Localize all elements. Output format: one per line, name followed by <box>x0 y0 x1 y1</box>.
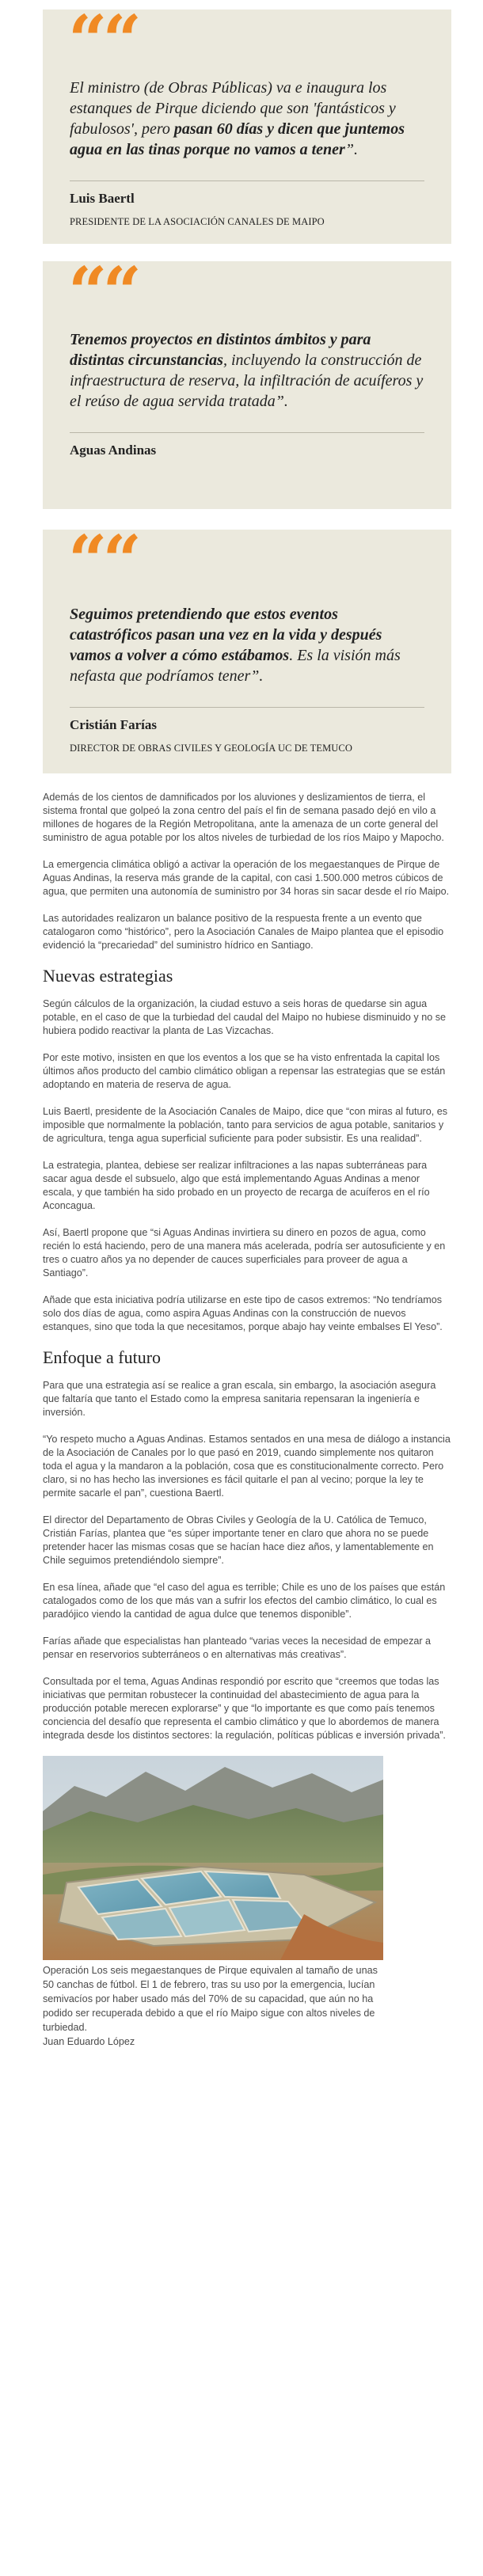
body-paragraph: Además de los cientos de damnificados por los aluviones y deslizamientos de tierra, el sistema frontal que golpeó la zona centro del país el fin de semana pasado dejó en vilo a millones de hogares de la Región Metropolitana, ante la amenaza de un corte general del suministro de agua potable por los altos niveles de turbiedad de los ríos Maipo y Mapocho. <box>43 792 444 843</box>
section-nuevas-estrategias <box>43 997 451 1334</box>
quote-mark-icon: ““ <box>68 521 137 601</box>
body-paragraph: En esa línea, añade que “el caso del agua es terrible; Chile es uno de los países que están catalogados como de los que más van a sufrir los efectos del cambio climático, lo cual es paradójico viendo la cantidad de agua dulce que tenemos disponible”. <box>43 1582 446 1620</box>
quote-author: Luis Baertl <box>70 191 135 206</box>
aerial-reservoirs-photo <box>43 1756 383 1960</box>
quote-mark-icon: ““ <box>68 253 137 332</box>
quote-role: PRESIDENTE DE LA ASOCIACIÓN CANALES DE MAIPO <box>70 216 325 227</box>
section-heading: Nuevas estrategias <box>43 966 173 986</box>
body-paragraph: Las autoridades realizaron un balance positivo de la respuesta frente a un evento que catalogaron como “histórico”, pero la Asociación Canales de Maipo plantea que el episodio evidenció la “precariedad” del suministro hídrico en Santiago. <box>43 913 444 951</box>
body-paragraph: La emergencia climática obligó a activar la operación de los megaestanques de Pirque de Aguas Andinas, la reserva más grande de la capital, con casi 1.500.000 metros cúbicos de agua, que permiten una autonomía de suministro por 34 horas sin sacar desde el río Maipo. <box>43 859 450 897</box>
pull-quote-2 <box>43 253 451 509</box>
quote-text: Seguimos pretendiendo que estos eventos catastróficos pasan una vez en la vida y después vamos a volver a cómo estábamos. Es la visión más nefasta que podríamos tener”. <box>70 606 401 685</box>
body-paragraph: Según cálculos de la organización, la ciudad estuvo a seis horas de quedarse sin agua potable, en el caso de que la turbiedad del caudal del Maipo no hubiese disminuido y no se hubiera podido reactivar la planta de Las Vizcachas. <box>43 998 447 1036</box>
pull-quote-1 <box>43 1 451 244</box>
photo-caption: Operación Los seis megaestanques de Pirque equivalen al tamaño de unas 50 canchas de fútbol. El 1 de febrero, tras su uso por la emergencia, lucían semivacíos por haber usado más del 70% de su capacidad, que aún no ha podido ser recuperada debido a que el río Maipo sigue con altos niveles de turbiedad. Juan Eduardo López <box>43 1965 378 2047</box>
pull-quote-3 <box>43 521 451 773</box>
divider <box>70 432 424 433</box>
section-enfoque-a-futuro <box>43 1379 451 1742</box>
body-paragraph: Añade que esta iniciativa podría utilizarse en este tipo de casos extremos: “No tendríamos solo dos días de agua, como aspira Aguas Andinas con la construcción de nuevos estanques, sino que toda la que necesitamos, porque abajo hay veinte embalses El Yeso”. <box>43 1294 443 1332</box>
article-intro <box>43 791 451 952</box>
quote-text: El ministro (de Obras Públicas) va e inaugura los estanques de Pirque diciendo que son 'fantásticos y fabulosos', pero pasan 60 días y dicen que juntemos agua en las tinas porque no vamos a tener”. <box>70 79 405 158</box>
body-paragraph: El director del Departamento de Obras Civiles y Geología de la U. Católica de Temuco, Cristián Farías, plantea que “es súper importante tener en claro que ahora no se puede pretender hacer las mismas cosas que se hacían hace diez años, y lamentablemente en Chile seguimos pretendiéndolo siempre”. <box>43 1514 434 1566</box>
body-paragraph: Luis Baertl, presidente de la Asociación Canales de Maipo, dice que “con miras al futuro, es imposible que normalmente la población, tanto para servicios de agua potable, sanitarios y de agricultura, tenga agua superficial suficiente para poder subsistir. Es una realidad”. <box>43 1106 448 1144</box>
body-paragraph: “Yo respeto mucho a Aguas Andinas. Estamos sentados en una mesa de diálogo a instancia de la Asociación de Canales por lo que pasó en 2019, cuando simplemente nos quitaron toda el agua y la mandaron a la población, cosa que es constitucionalmente correcto. Pero claro, si no has hecho las inversiones es fácil quitarle el pan al vecino; porque la ley te permite sacarle el pan”, cuestiona Baertl. <box>43 1434 451 1499</box>
body-paragraph: Así, Baertl propone que “si Aguas Andinas invirtiera su dinero en pozos de agua, como recién lo está haciendo, pero de una manera más acelerada, podría ser autosuficiente y en tres o cuatro años ya no depender de cauces superficiales para proveer de agua a Santiago”. <box>43 1227 446 1279</box>
body-paragraph: Farías añade que especialistas han planteado “varias veces la necesidad de empezar a pensar en reservorios subterráneos o en alternativas más creativas”. <box>43 1636 432 1660</box>
quote-mark-icon: ““ <box>68 1 137 81</box>
body-paragraph: La estrategia, plantea, debiese ser realizar infiltraciones a las napas subterráneas para sacar agua desde el subsuelo, algo que está implementando Aguas Andinas a menor escala, y que también ha sido probado en un proyecto de recarga de acuíferos en el río Aconcagua. <box>43 1160 430 1211</box>
photo-figure <box>43 1756 451 2049</box>
body-paragraph: Consultada por el tema, Aguas Andinas respondió por escrito que “creemos que todas las iniciativas que permitan robustecer la continuidad del abastecimiento de agua para la producción potable merecen explorarse” y que “lo importante es que como país tenemos conciencia del desafío que representa el cambio climático y que lo abordemos de manera integrada desde los distintos sectores: la regulación, políticas públicas e inversión privada”. <box>43 1676 446 1741</box>
quote-author: Aguas Andinas <box>70 443 157 458</box>
quote-text: Tenemos proyectos en distintos ámbitos y para distintas circunstancias, incluyendo la construcción de infraestructura de reserva, la infiltración de acuíferos y el reúso de agua servida tratada”. <box>70 331 424 410</box>
article-column <box>43 1 451 2049</box>
body-paragraph: Por este motivo, insisten en que los eventos a los que se ha visto enfrentada la capital los últimos años producto del cambio climático obligan a repensar las estrategias que se están adoptando en materia de reserva de agua. <box>43 1052 446 1090</box>
quote-role: DIRECTOR DE OBRAS CIVILES Y GEOLOGÍA UC DE TEMUCO <box>70 743 352 754</box>
section-heading: Enfoque a futuro <box>43 1347 162 1367</box>
body-paragraph: Para que una estrategia así se realice a gran escala, sin embargo, la asociación asegura que faltaría que tanto el Estado como la empresa sanitaria repensaran la ingeniería e inversión. <box>43 1380 436 1418</box>
divider <box>70 707 424 708</box>
quote-author: Cristián Farías <box>70 717 158 732</box>
divider <box>70 180 424 181</box>
photo-credit: Juan Eduardo López <box>43 2036 135 2047</box>
